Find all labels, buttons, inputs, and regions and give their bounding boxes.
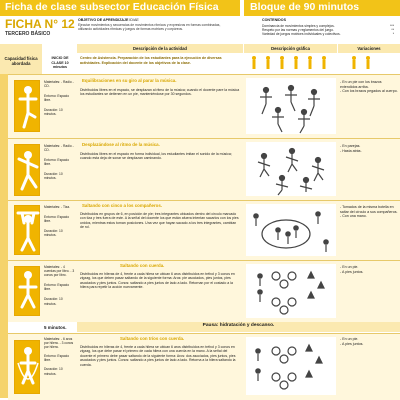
row5-text: Distribuidos en hileras de 4, frente a cada hilera se ubican 6 aros distribuidos en trébol y 3 conos en zigzag, los que debe pasar el primero de cada hilera con una cuerda en la mano. A la señal del docente el primero debe pasar saltando de la siguiente forma: Aros: dos asociados, pies juntos, pies asociados y pies juntos. Conos: saltando a pies juntos de lado a lado. Retorna a la hilera saltando la cuerda. [80, 345, 236, 367]
sidebar-strip [0, 74, 8, 398]
row2-diagram [246, 142, 336, 196]
row4-diagram [246, 264, 336, 318]
row4-variations: - En un pie. - A pies juntos. [340, 265, 364, 274]
row2-resources: Materiales: - Radio - CD. Entorno: Espacio libre. Duración: 10 minutos. [44, 144, 74, 181]
rope-jump-figure-icon [14, 340, 40, 394]
row5-variations: - En un pie. - A pies juntos. [340, 337, 364, 346]
objective-text: Ejecutar movimientos y secuencias de movimientos rítmicos y expresivos en formas combinadas, utilizando actividades rítmicas y juegos de formas motrices y corpóreos. [78, 23, 221, 32]
pause-duration: 5 minutos. [44, 325, 67, 330]
row4-text: Distribuidos en hileras de 4, frente a cada hilera se ubican 6 aros distribuidos en trébol y 3 conos en zigzag, los que deben pasar saltando de la siguiente forma: Aros: pie asociados, pies juntos, pies asociados y pies juntos. Conos: saltando a pies juntos de lado a lado. Retornan por el costado a la hilera para repetir la acción nuevamente. [80, 272, 235, 290]
row3-title: Saltando con cinco a los compañeros. [82, 203, 163, 208]
ficha-number: FICHA N° 12 [5, 17, 75, 31]
row4-resources: Materiales: - 4 cuerdas por libro. - 3 conos por libro. Entorno: Espacio libre. Duración: 10 minutos. [44, 265, 75, 306]
contents-heading: CONTENIDOS [262, 18, 286, 22]
weightlift-figure-icon [14, 205, 40, 255]
level-label: TERCERO BÁSICO [5, 31, 51, 37]
row3-text: Distribuidos en grupos de 6, en posición de pie; tres integrantes ubicados dentro del círculo marcado con tiza y tres fuera de este. A la señal del docente los que están afuera intentan sacarlos con los pies unidos, mientras estos toman posiciones. Una vez que hayan sacado a los tres integrantes, cambian de rol. [80, 212, 239, 230]
intro-text: Centro de Asistencia. Preparación de los estudiantes para la ejecución de diversas actividades. Explicación del docente de los objetivos de la clase. [80, 56, 222, 65]
row1-title: Equilibraciones en su giro al parar la música. [82, 78, 177, 83]
jump-figure-icon [14, 266, 40, 316]
row1-diagram [246, 78, 336, 134]
col-graphic: Descripción gráfica [244, 44, 337, 53]
row3-variations: - Tomados de la misma botella en saltar del círculo a sus compañeros. - Con una mano. [340, 205, 398, 219]
row2-variations: - En parejas. - Hasta atrás. [340, 144, 362, 153]
row1-resources: Materiales: - Radio - CD. Entorno: Espacio libre. Duración: 10 minutos. [44, 80, 74, 117]
row5-resources: Materiales: - 6 aros por hilera. - 3 conos por hilera. Entorno: Espacio libre. Duración: 10 minutos. [44, 337, 74, 376]
balance-figure-icon [14, 80, 40, 132]
objective-heading: OBJETIVO DE APRENDIZAJE ID/AE [78, 18, 139, 22]
inicio-label: INICIO DE CLASE 10 minutos [51, 56, 69, 70]
row1-text: Distribuidos libres en el espacio, se desplazan al ritmo de la música; cuando el docente pare la música los estudiantes se detienen en un pie, manteniéndose por 30 segundos. [80, 88, 240, 97]
row3-resources: Materiales: - Tiza. Entorno: Espacio libre. Duración: 10 minutos. [44, 205, 71, 238]
col-activity: Descripción de la actividad [77, 44, 243, 53]
row2-text: Distribuidos libres en el espacio en forma individual, los estudiantes imitan el sonido de la música; cuando esta deja de sonar se desplazan caminando. [80, 152, 232, 161]
row5-title: Saltando con tríos con cuerda. [120, 336, 185, 341]
row4-title: Saltando con cuerda. [120, 263, 165, 268]
dance-figure-icon [14, 144, 40, 196]
row3-diagram [246, 204, 336, 256]
row1-variations: - En un pie con los brazos extendidos arriba. - Con los brazos pegados al cuerpo. [340, 80, 398, 94]
col-variations: Variaciones [338, 44, 400, 53]
contents-list: Dominancia de movimientos simples y complejos. *** Respeto por las normas y reglamentos del juego. ** Variedad de juegos motrices individuales y colectivos. * [262, 24, 394, 37]
row2-title: Desplazándose al ritmo de la música. [82, 142, 160, 147]
pause-banner: Pausa: hidratación y descanso. [77, 322, 400, 332]
header-figures [246, 54, 396, 74]
header-title-left: Ficha de clase subsector Educación Física [0, 0, 240, 16]
row5-diagram [246, 337, 336, 395]
header-title-right: Bloque de 90 minutos [244, 0, 400, 16]
col-capacity: Capacidad física abordada [0, 44, 42, 74]
